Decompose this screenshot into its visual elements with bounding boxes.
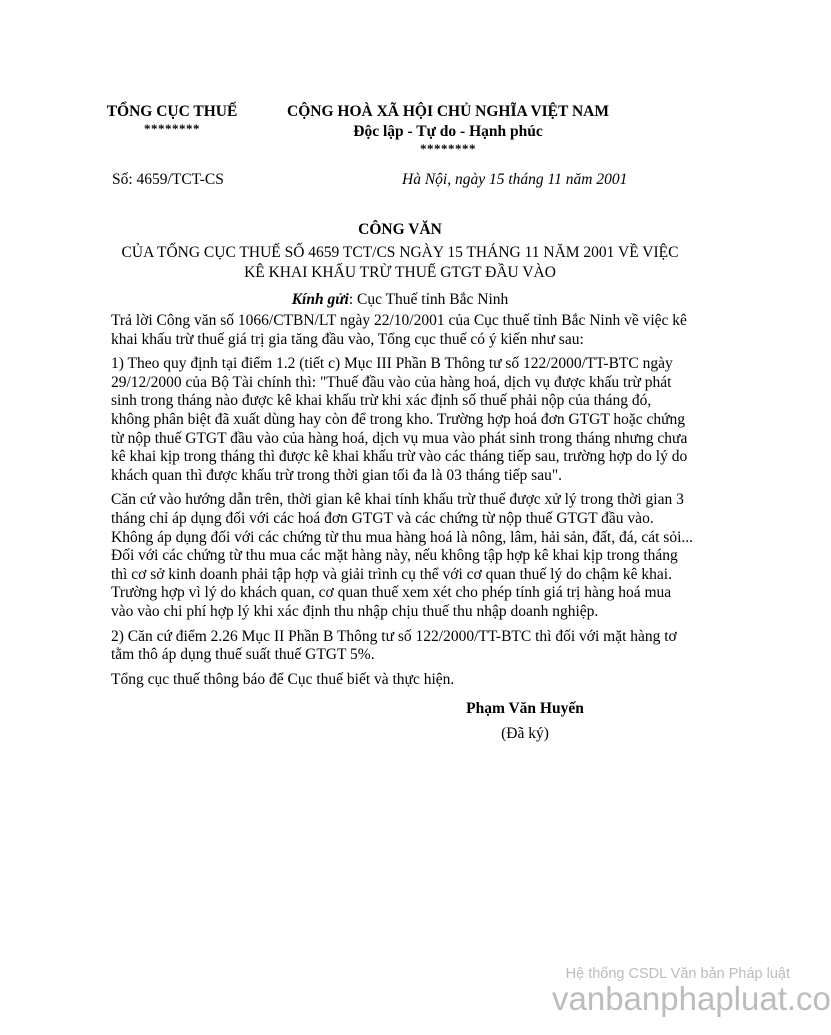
body-paragraph: Trả lời Công văn số 1066/CTBN/LT ngày 22/10/2001 của Cục thuế tỉnh Bắc Ninh về việc kê khai khấu trừ thuế giá trị gia tăng đầu vào, Tổng cục thuế có ý kiến như sau:: [111, 312, 687, 348]
body-paragraph: Căn cứ vào hướng dẫn trên, thời gian kê khai tính khấu trừ thuế được xử lý trong thời gian 3 tháng chỉ áp dụng đối với các hoá đơn GTGT và các chứng từ nộp thuế GTGT đầu vào. Không áp dụng đối với các chứng từ thu mua hàng hoá là nông, lâm, hải sản, đất, đá, cát sỏi... Đối với các chứng từ thu mua các mặt hàng này, nếu không tập hợp kê khai kịp trong tháng thì cơ sở kinh doanh phải tập hợp và giải trình cụ thể với cơ quan thuế lý do chậm kê khai. Trường hợp vì lý do khách quan, cơ quan thuế xem xét cho phép tính giá trị hàng hoá mua vào vào chi phí hợp lý khi xác định thu nhập chịu thuế thu nhập doanh nghiệp.: [111, 491, 694, 620]
signature-status: (Đã ký): [501, 725, 549, 742]
document-subtitle: CỦA TỔNG CỤC THUẾ SỐ 4659 TCT/CS NGÀY 15 THÁNG 11 NĂM 2001 VỀ VIỆC KÊ KHAI KHẤU TRỪ THUẾ GTGT ĐẦU VÀO: [121, 244, 679, 281]
document-body: [111, 312, 693, 695]
national-motto: Độc lập - Tự do - Hạnh phúc: [353, 123, 543, 140]
recipient-line: [0, 290, 800, 310]
recipient-label: Kính gửi: [291, 291, 349, 308]
nation-name: CỘNG HOÀ XÃ HỘI CHỦ NGHĨA VIỆT NAM: [287, 103, 609, 120]
body-paragraph: Tổng cục thuế thông báo để Cục thuế biết và thực hiện.: [111, 670, 455, 688]
agency-header: [92, 102, 252, 136]
document-title: CÔNG VĂN: [358, 221, 442, 238]
signer-name: Phạm Văn Huyến: [466, 700, 584, 717]
body-paragraph: 2) Căn cứ điểm 2.26 Mục II Phần B Thông tư số 122/2000/TT-BTC thì đối với mặt hàng tơ tằm thô áp dụng thuế suất thuế GTGT 5%.: [111, 627, 677, 664]
recipient-name: : Cục Thuế tỉnh Bắc Ninh: [348, 291, 509, 308]
watermark-caption: Hệ thống CSDL Văn bản Pháp luật: [565, 966, 790, 982]
agency-name: TỔNG CỤC THUẾ: [106, 103, 238, 120]
agency-stars: ********: [144, 121, 200, 136]
place-date: Hà Nội, ngày 15 tháng 11 năm 2001: [402, 171, 628, 188]
national-header: [262, 102, 634, 156]
watermark-domain: vanbanphapluat.co: [552, 980, 831, 1017]
document-number: Số: 4659/TCT-CS: [112, 171, 224, 188]
motto-stars: ********: [420, 141, 476, 156]
body-paragraph: 1) Theo quy định tại điểm 1.2 (tiết c) Mục III Phần B Thông tư số 122/2000/TT-BTC ngày 29/12/2000 của Bộ Tài chính thì: "Thuế đầu vào của hàng hoá, dịch vụ được khấu trừ phát sinh trong tháng nào được kê khai khấu trừ khi xác định số thuế phải nộp của tháng đó, không phân biệt đã xuất dùng hay còn để trong kho. Trường hợp hoá đơn GTGT hoặc chứng từ nộp thuế GTGT đầu vào của hàng hoá, dịch vụ mua vào phát sinh trong tháng nhưng chưa kê khai kịp trong tháng thì được kê khai khấu trừ vào các tháng tiếp sau, trường hợp do lý do khách quan thì được khấu trừ trong thời gian tối đa là 03 tháng tiếp sau".: [111, 355, 688, 484]
